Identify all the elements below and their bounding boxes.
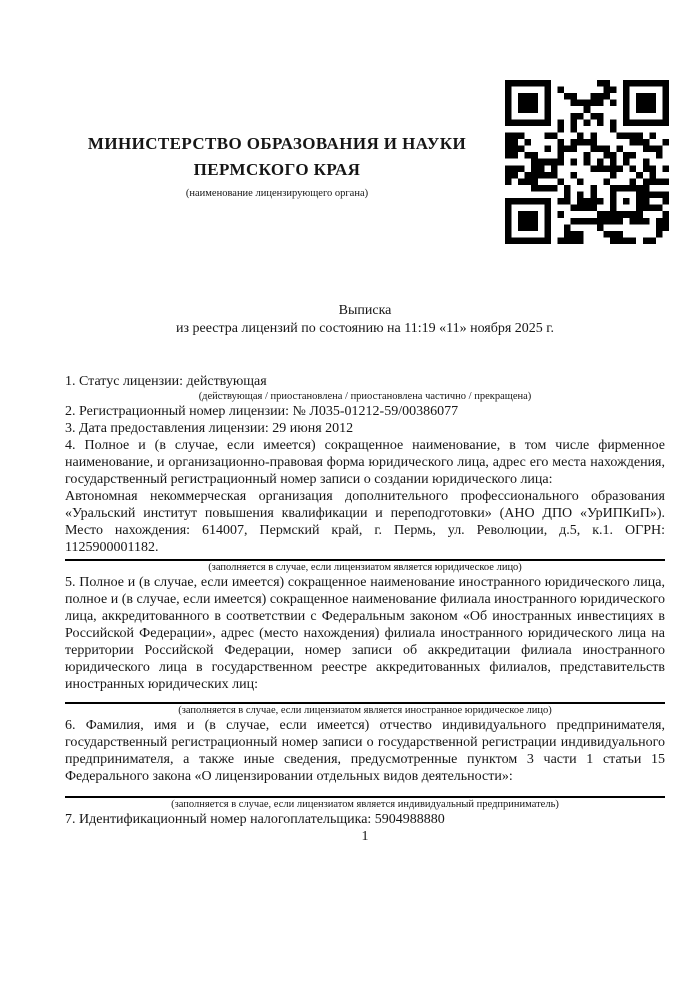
- qr-code: [505, 80, 669, 244]
- legal-entity-value: Автономная некоммерческая организация дополнительного профессионального образования «Уральский институт повышения квалификации и переподготовки» (АНО ДПО «УрИПКиП»). Место нахождения: 614007, Пермский край, г. Пермь, ул. Революции, д.5, к.1. ОГРН: 1125900001182.: [65, 489, 665, 555]
- ministry-name-line2: ПЕРМСКОГО КРАЯ: [193, 160, 361, 179]
- foreign-entity-description: 5. Полное и (в случае, если имеется) сокращенное наименование иностранного юридического лица, полное и (в случае, если имеется) сокращенное наименование филиала иностранного юридического лица, аккредитованного в соответствии с Федеральным законом «Об иностранных инвестициях в Российской Федерации», адрес (место нахождения) филиала иностранного юридического лица на территории Российской Федерации, номер записи об аккредитации филиала иностранного юридического лица в государственном реестре аккредитованных филиалов, представительств иностранных юридических лиц:: [65, 575, 665, 692]
- individual-entrepreneur-caption: (заполняется в случае, если лицензиатом является индивидуальный предприниматель): [171, 799, 559, 810]
- registration-number-line: 2. Регистрационный номер лицензии: № Л035-01212-59/00386077: [65, 404, 459, 419]
- license-grant-date-line: 3. Дата предоставления лицензии: 29 июня 2012: [65, 421, 354, 436]
- legal-entity-caption: (заполняется в случае, если лицензиатом является юридическое лицо): [208, 562, 522, 573]
- license-status-line: 1. Статус лицензии: действующая: [65, 374, 267, 389]
- licensing-authority-header: [65, 131, 489, 200]
- license-status-caption: (действующая / приостановлена / приостановлена частично / прекращена): [198, 391, 532, 402]
- ministry-caption: (наименование лицензирующего органа): [185, 188, 369, 199]
- document-body: [65, 373, 665, 845]
- document-title-line1: Выписка: [338, 303, 392, 318]
- ministry-name: [65, 131, 489, 183]
- ministry-name-line1: МИНИСТЕРСТВО ОБРАЗОВАНИЯ И НАУКИ: [87, 134, 467, 153]
- foreign-entity-caption: (заполняется в случае, если лицензиатом является иностранное юридическое лицо): [178, 705, 552, 716]
- document-title-line2: из реестра лицензий по состоянию на 11:19 «11» ноября 2025 г.: [176, 320, 554, 336]
- legal-entity-description: 4. Полное и (в случае, если имеется) сокращенное наименование, в том числе фирменное наименование, и организационно-правовая форма юридического лица, адрес его места нахождения, государственный регистрационный номер записи о создании юридического лица:: [65, 438, 665, 487]
- individual-entrepreneur-description: 6. Фамилия, имя и (в случае, если имеется) отчество индивидуального предпринимателя, государственный регистрационный номер записи о государственной регистрации индивидуального предпринимателя, а также иные сведения, предусмотренные пунктом 3 части 1 статьи 15 Федерального закона «О лицензировании отдельных видов деятельности»:: [65, 718, 665, 784]
- document-title: [65, 302, 665, 337]
- taxpayer-id-line: 7. Идентификационный номер налогоплательщика: 5904988880: [65, 812, 445, 827]
- page-number: 1: [361, 829, 369, 844]
